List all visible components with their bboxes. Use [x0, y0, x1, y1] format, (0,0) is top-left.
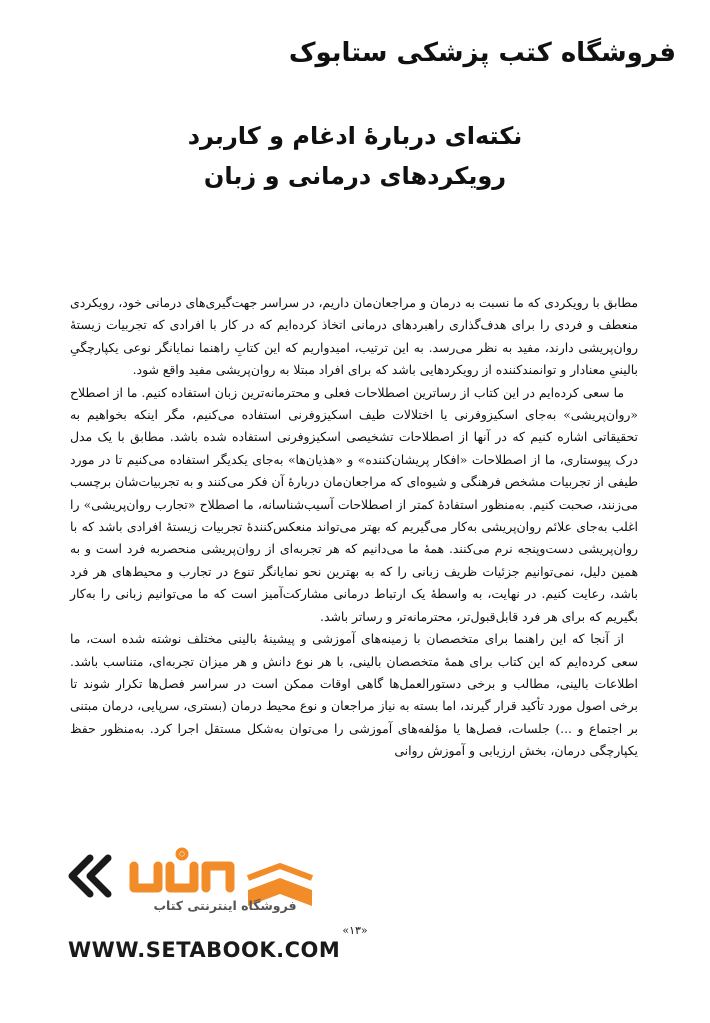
watermark-url: WWW.SETABOOK.COM — [68, 938, 341, 962]
paragraph-1: مطابق با رویکردی که ما نسبت به درمان و مراجعان‌مان داریم، در سراسر جهت‌گیری‌های درمانی خود، رویکردی منعطف و فردی را برای هدف‌گذاری راهبردهای درمانی اتخاذ کرده‌ایم که در کار با افرادی که تجربیات زیستۀ روان‌پریشی دارند، مفید به نظر می‌رسد. به این ترتیب، امیدواریم که این کتابِ راهنما نمایانگر نوعی یکپارچگیِ بالینیِ معنادار و توانمندکننده از رویکردهایی باشد که برای افراد مبتلا به روان‌پریشی مفید واقع شود. — [70, 295, 638, 378]
store-header: فروشگاه کتب پزشکی ستابوک — [288, 38, 676, 68]
setabook-logo-icon — [58, 846, 318, 926]
section-title — [0, 116, 710, 196]
body-text — [70, 292, 638, 763]
section-title-line-1: نکته‌ای دربارۀ ادغام و کاربرد — [187, 122, 523, 150]
page-number: «۱۳» — [342, 924, 368, 937]
watermark — [58, 846, 341, 966]
section-title-line-2: رویکردهای درمانی و زبان — [203, 162, 507, 190]
paragraph-2: ما سعی کرده‌ایم در این کتاب از رساترین اصطلاحات فعلی و محترمانه‌ترین زبان استفاده کنیم. ما از اصطلاح «روان‌پریشی» به‌جای اسکیزوفرنی یا اختلالات طیف اسکیزوفرنی استفاده می‌کنیم، مگر اینکه بخواهیم به تحقیقاتی اشاره کنیم که در آنها از اصطلاحات تشخیصی اسکیزوفرنی استفاده شده باشد. مطابق با یک مدل درک پیوستاری، ما از اصطلاحات «افکار پریشان‌کننده» و «هذیان‌ها» به‌جای یکدیگر استفاده می‌کنیم تا در مورد طیفی از تجربیات مشخص فرهنگی و شیوه‌ای که مراجعان‌مان دربارۀ آن فکر می‌کنند و به تجربیات‌شان برچسب می‌زنند، صحبت کنیم. به‌منظور استفادۀ کمتر از اصطلاحات آسیب‌شناسانه، ما اصطلاح «تجارب روان‌پریشی» را اغلب به‌جای علائم روان‌پریشی به‌کار می‌گیریم که بهتر می‌تواند منعکس‌کنندۀ تجربیات زیستۀ افرادی باشد که با روان‌پریشی دست‌وپنجه نرم می‌کنند. همۀ ما می‌دانیم که هر تجربه‌ای از روان‌پریشی منحصربه فرد است و به همین دلیل، نمی‌توانیم جزئیات ظریف زبانی را که به بهترین نحو نمایانگر تنوع در تجارب و محیط‌های هر فرد باشد، رعایت کنیم. در نهایت، به واسطۀ یک ارتباط درمانی مشارکت‌آمیز است که ما می‌توانیم زبانی را به‌کار بگیریم که برای هر فرد قابل‌قبول‌تر، محترمانه‌تر و رساتر باشد. — [70, 384, 638, 624]
paragraph-3: از آنجا که این راهنما برای متخصصان با زمینه‌های آموزشی و پیشینۀ بالینی مختلف نوشته شده است، ما سعی کرده‌ایم که این کتاب برای همۀ متخصصان بالینی، با هر نوع دانش و هر میزان تجربه‌ای، متناسب باشد. اطلاعات بالینی، مطالب و برخی دستورالعمل‌ها گاهی اوقات ممکن است در سراسر فصل‌ها تکرار شوند تا برخی اصول مورد تأکید قرار گیرند، اما بسته به نیاز مراجعان و نوع محیط درمان (بستری، سرپایی، درمان مبتنی بر اجتماع و ...) جلسات، فصل‌ها یا مؤلفه‌های آموزشی را می‌توان به‌شکل مستقل اجرا کرد. به‌منظور حفظ یکپارچگی درمان، بخش ارزیابی و آموزش روانی — [70, 631, 638, 759]
watermark-brand: فروشگاه اینترنتی کتاب — [153, 898, 297, 913]
